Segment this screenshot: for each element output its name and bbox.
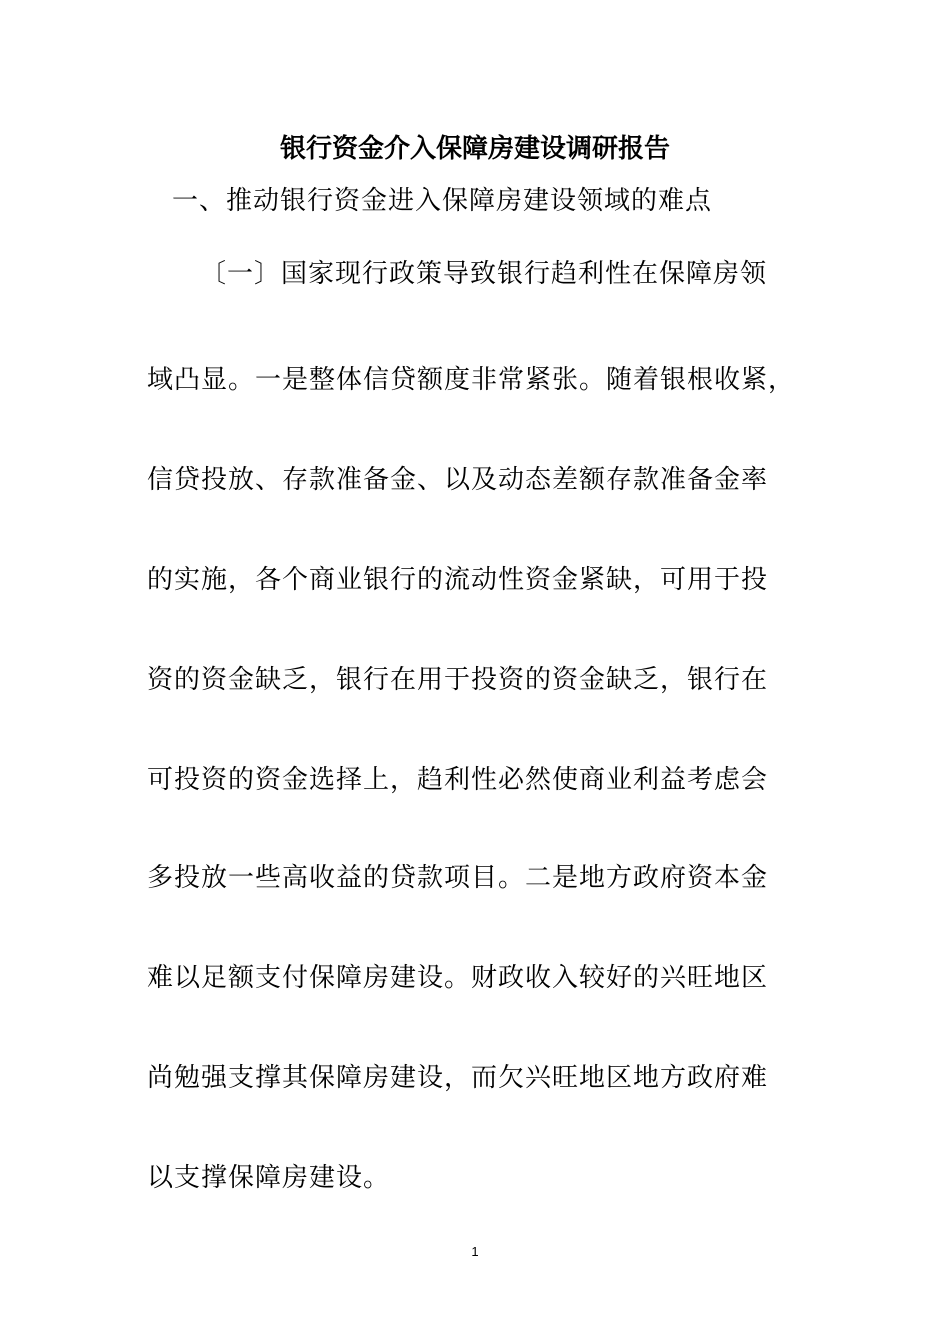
paragraph-line: 可投资的资金选择上，趋利性必然使商业利益考虑会: [147, 765, 769, 795]
paragraph-line: 尚勉强支撑其保障房建设，而欠兴旺地区地方政府难: [147, 1063, 769, 1093]
paragraph-line: 以支撑保障房建设。: [147, 1163, 391, 1193]
section-heading: 一、推动银行资金进入保障房建设领域的难点: [172, 186, 713, 216]
paragraph-line: 多投放一些高收益的贷款项目。二是地方政府资本金: [147, 863, 769, 893]
paragraph-line: 的实施，各个商业银行的流动性资金紧缺，可用于投: [147, 565, 769, 595]
document-title: 银行资金介入保障房建设调研报告: [279, 134, 670, 164]
paragraph-line: 信贷投放、存款准备金、以及动态差额存款准备金率: [147, 465, 769, 495]
page-number: 1: [471, 1244, 479, 1259]
paragraph-line: 资的资金缺乏，银行在用于投资的资金缺乏，银行在: [147, 665, 769, 695]
paragraph-line: 难以足额支付保障房建设。财政收入较好的兴旺地区: [147, 963, 769, 993]
paragraph-line: 域凸显。一是整体信贷额度非常紧张。随着银根收紧，: [147, 365, 796, 395]
paragraph-line: 〔一〕国家现行政策导致银行趋利性在保障房领: [200, 259, 768, 289]
